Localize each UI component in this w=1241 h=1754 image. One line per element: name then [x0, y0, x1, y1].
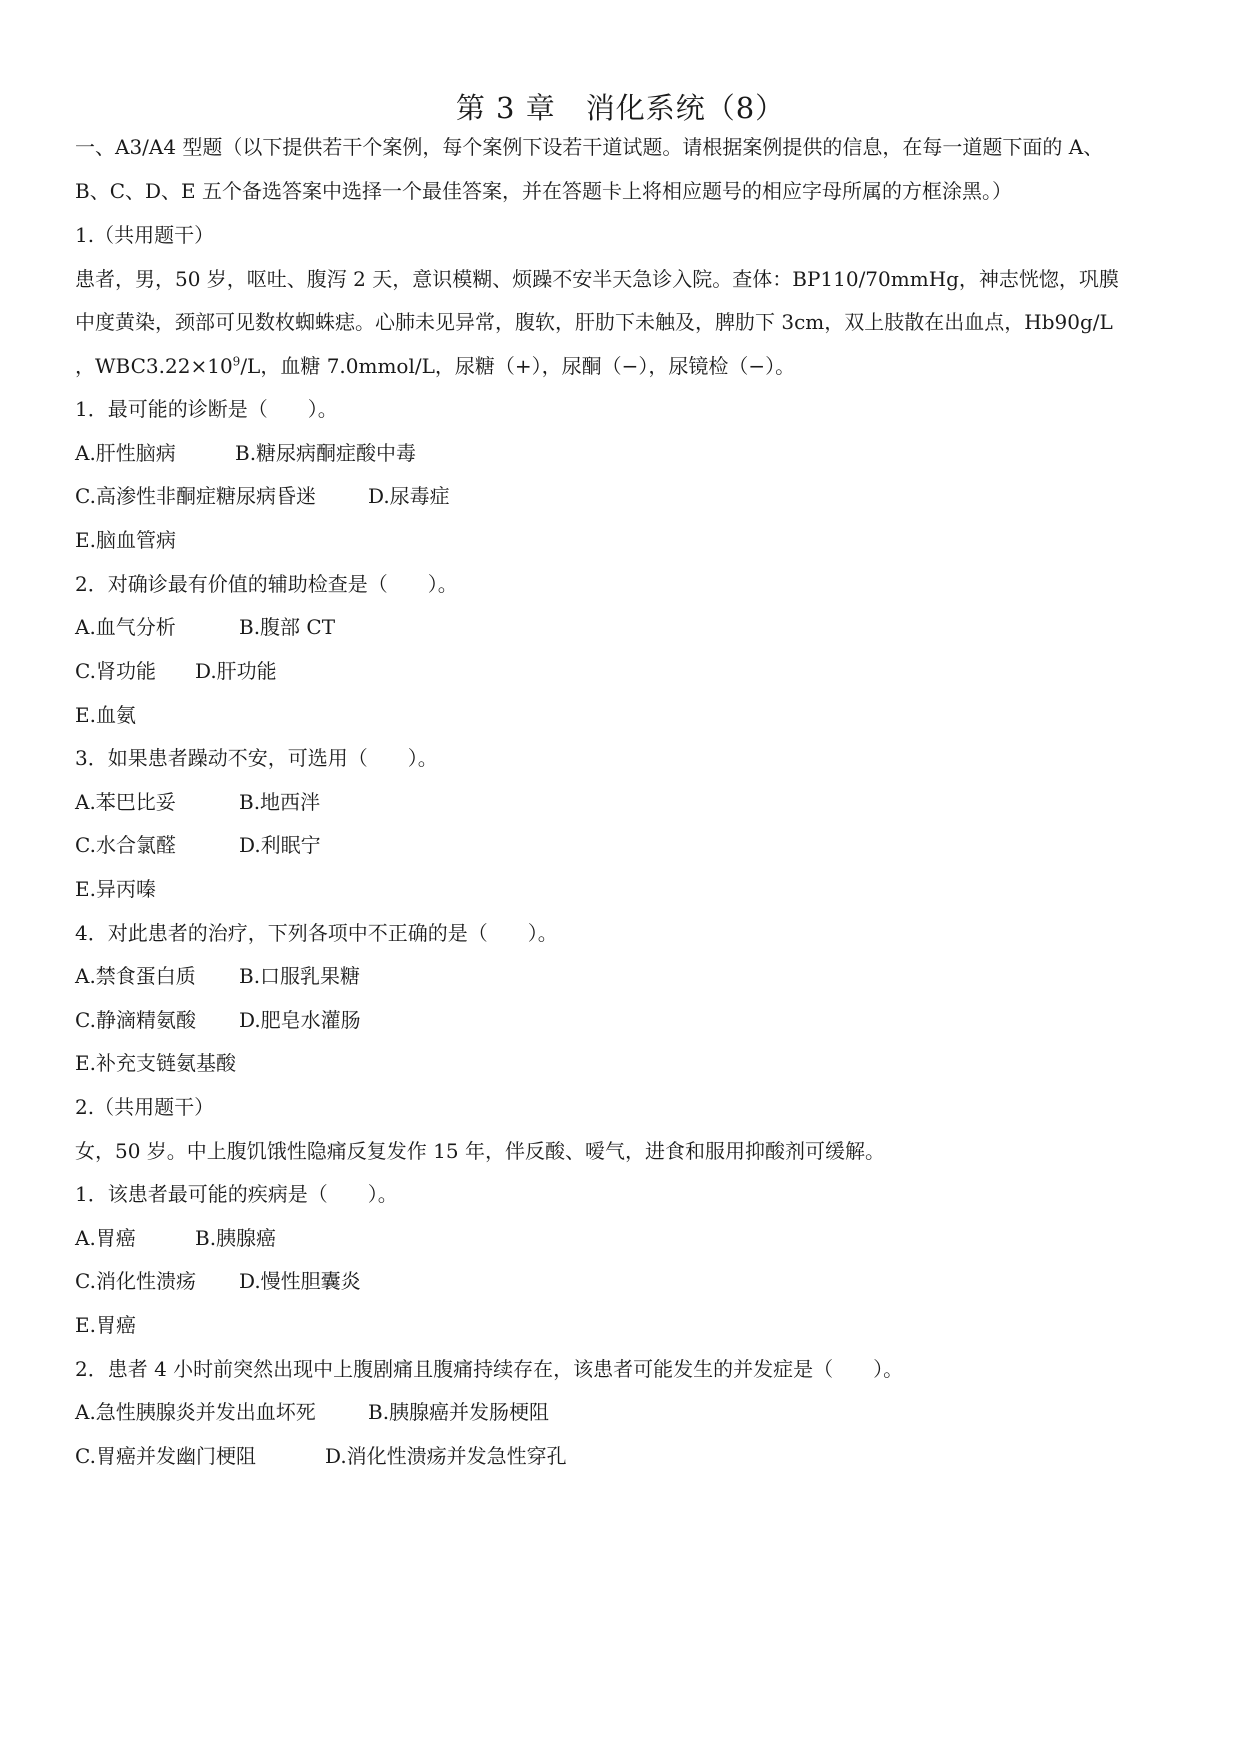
case1-q3-option-d: D.利眠宁: [239, 833, 321, 857]
case2-q1-options-cd: [75, 1266, 1175, 1296]
case1-q3-options-cd: [75, 830, 1175, 860]
case1-q4-option-e: E.补充支链氨基酸: [75, 1051, 236, 1075]
case1-q2-option-d: D.肝功能: [195, 659, 277, 683]
case1-q1-option-e: E.脑血管病: [75, 528, 176, 552]
case1-q1-options-cd: [75, 481, 1175, 511]
case1-q3-question: 3．如果患者躁动不安，可选用（ ）。: [75, 746, 438, 770]
case2-q1-option-b: B.胰腺癌: [195, 1226, 277, 1250]
case2-q2-option-b: B.胰腺癌并发肠梗阻: [368, 1400, 550, 1424]
case2-q1-option-d: D.慢性胆囊炎: [239, 1269, 361, 1293]
case1-q1-option-c: C.高渗性非酮症糖尿病昏迷: [75, 484, 316, 508]
case1-q1-option-d: D.尿毒症: [368, 484, 450, 508]
case1-q4-option-b: B.口服乳果糖: [239, 964, 361, 988]
case2-q1-options-ab: [75, 1223, 1175, 1253]
case1-q4-options-ab: [75, 961, 1175, 991]
case1-q2-options-cd: [75, 656, 1175, 686]
case1-q2-option-b: B.腹部 CT: [239, 615, 336, 639]
case2-q1-option-a: A.胃癌: [75, 1226, 136, 1250]
case2-q1-option-e: E.胃癌: [75, 1313, 136, 1337]
case1-q1-options-ab: [75, 438, 1175, 468]
case2-q1-option-c: C.消化性溃疡: [75, 1269, 196, 1293]
case1-q1-option-b: B.糖尿病酮症酸中毒: [235, 441, 417, 465]
case1-q2-option-e: E.血氨: [75, 703, 136, 727]
case1-q1-question: 1．最可能的诊断是（ ）。: [75, 397, 338, 421]
case1-q4-option-a: A.禁食蛋白质: [75, 964, 196, 988]
case2-q2-option-d: D.消化性溃疡并发急性穿孔: [325, 1444, 567, 1468]
case1-q2-options-ab: [75, 612, 1175, 642]
case2-q2-option-c: C.胃癌并发幽门梗阻: [75, 1444, 256, 1468]
case2-q2-options-cd: [75, 1441, 1175, 1471]
case1-q2-question: 2．对确诊最有价值的辅助检查是（ ）。: [75, 572, 458, 596]
case1-stem-line-3-part-a: ，WBC3.22×10: [75, 354, 233, 378]
page-title: 第 3 章 消化系统（8）: [455, 91, 786, 125]
case1-q3-option-c: C.水合氯醛: [75, 833, 176, 857]
case2-q2-options-ab: [75, 1397, 1175, 1427]
case1-q3-options-ab: [75, 787, 1175, 817]
case2-q2-option-a: A.急性胰腺炎并发出血坏死: [75, 1400, 316, 1424]
case1-stem-line-2: 中度黄染，颈部可见数枚蜘蛛痣。心肺未见异常，腹软，肝肋下未触及，脾肋下 3cm，双上肢散在出血点，Hb90g/L: [75, 310, 1113, 334]
case1-q3-option-b: B.地西泮: [239, 790, 321, 814]
case2-q1-question: 1．该患者最可能的疾病是（ ）。: [75, 1182, 398, 1206]
case1-stem-line-3-part-b: /L，血糖 7.0mmol/L，尿糖（+），尿酮（−），尿镜检（−）。: [240, 354, 796, 378]
case1-stem-superscript: 9: [232, 354, 241, 369]
intro-line-2: B、C、D、E 五个备选答案中选择一个最佳答案，并在答题卡上将相应题号的相应字母所属的方框涂黑。）: [75, 179, 1012, 203]
case1-stem-line-3: [75, 351, 1175, 381]
case2-stem: 女，50 岁。中上腹饥饿性隐痛反复发作 15 年，伴反酸、嗳气，进食和服用抑酸剂可缓解。: [75, 1139, 885, 1163]
case1-header: 1.（共用题干）: [75, 223, 215, 247]
case1-q3-option-a: A.苯巴比妥: [75, 790, 176, 814]
case1-q4-options-cd: [75, 1005, 1175, 1035]
case1-q3-option-e: E.异丙嗪: [75, 877, 156, 901]
case1-q2-option-a: A.血气分析: [75, 615, 176, 639]
case1-q4-option-c: C.静滴精氨酸: [75, 1008, 196, 1032]
intro-line-1: 一、A3/A4 型题（以下提供若干个案例，每个案例下设若干道试题。请根据案例提供的信息，在每一道题下面的 A、: [75, 135, 1104, 159]
case1-q4-question: 4．对此患者的治疗，下列各项中不正确的是（ ）。: [75, 921, 558, 945]
case2-header: 2.（共用题干）: [75, 1095, 215, 1119]
case1-q1-option-a: A.肝性脑病: [75, 441, 176, 465]
case1-q2-option-c: C.肾功能: [75, 659, 156, 683]
case2-q2-question: 2．患者 4 小时前突然出现中上腹剧痛且腹痛持续存在，该患者可能发生的并发症是（ ）。: [75, 1357, 904, 1381]
case1-q4-option-d: D.肥皂水灌肠: [239, 1008, 361, 1032]
case1-stem-line-1: 患者，男，50 岁，呕吐、腹泻 2 天，意识模糊、烦躁不安半天急诊入院。查体：BP110/70mmHg，神志恍惚，巩膜: [75, 267, 1119, 291]
